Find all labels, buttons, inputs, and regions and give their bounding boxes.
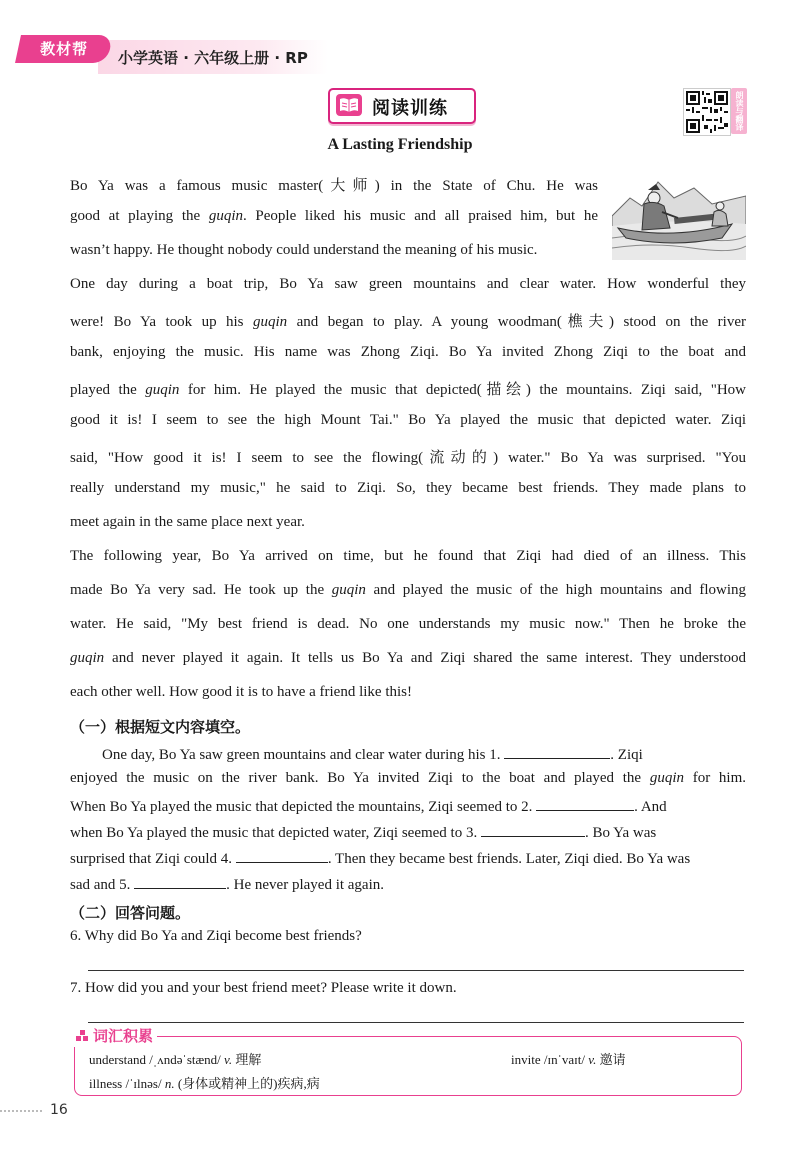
section-banner (328, 88, 476, 124)
vocabulary-box (74, 1036, 742, 1096)
story-p3-line2: made Bo Ya very sad. He took up the guqin and played the music of the high mountains and flowing (70, 582, 746, 598)
part2-heading: （二）回答问题。 (70, 904, 191, 922)
part1-line3: When Bo Ya played the music that depicted the mountains, Ziqi seemed to 2. . And (70, 796, 667, 816)
header-title: 小学英语 · 六年级上册 · RP (118, 49, 308, 67)
story-p3-line4: guqin and never played it again. It tells us Bo Ya and Ziqi shared the same interest. They understood (70, 650, 746, 666)
story-p3-line1: The following year, Bo Ya arrived on time, but he found that Ziqi had died of an illness. This (70, 548, 746, 564)
part1-line6: sad and 5. . He never played it again. (70, 874, 384, 894)
blank-4[interactable] (236, 848, 328, 863)
question-7: 7. How did you and your best friend meet? Please write it down. (70, 980, 457, 996)
story-p1-line1: Bo Ya was a famous music master(大师) in the State of Chu. He was (70, 178, 598, 194)
part1-line4: when Bo Ya played the music that depicted water, Ziqi seemed to 3. . Bo Ya was (70, 822, 656, 842)
vocab-item-illness: illness /ˈɪlnəs/ n. (身体或精神上的)疾病,病 (89, 1076, 320, 1091)
story-p3-line5: each other well. How good it is to have a friend like this! (70, 684, 412, 700)
story-p2-line8: meet again in the same place next year. (70, 514, 305, 530)
story-p2-line5: good it is! I seem to see the high Mount Tai." Bo Ya played the music that depicted water. Ziqi (70, 412, 746, 428)
qr-code-icon[interactable] (683, 88, 731, 136)
blank-2[interactable] (536, 796, 634, 811)
blank-1[interactable] (504, 744, 610, 759)
vocab-item-invite: invite /ɪnˈvaɪt/ v. 邀请 (511, 1052, 626, 1067)
footer-divider (0, 1110, 42, 1112)
vocab-item-understand: understand /ˌʌndəˈstænd/ v. 理解 (89, 1052, 262, 1067)
story-p2-line3: bank, enjoying the music. His name was Zhong Ziqi. Bo Ya invited Zhong Ziqi to the boat and (70, 344, 746, 360)
part1-line5: surprised that Ziqi could 4. . Then they became best friends. Later, Ziqi died. Bo Ya was (70, 848, 690, 868)
answer-line-7[interactable] (88, 1022, 744, 1023)
part1-line1: One day, Bo Ya saw green mountains and clear water during his 1. . Ziqi (102, 744, 643, 764)
story-p1-line2: good at playing the guqin. People liked his music and all praised him, but he (70, 208, 598, 224)
header-badge: 教材帮 (15, 35, 113, 63)
vocabulary-title: 词汇积累 (74, 1025, 157, 1047)
story-p2-line2: were! Bo Ya took up his guqin and began to play. A young woodman(樵夫) stood on the river (70, 314, 746, 330)
answer-line-6[interactable] (88, 970, 744, 971)
question-6: 6. Why did Bo Ya and Ziqi become best friends? (70, 928, 362, 944)
bo-ya-playing-guqin-illustration (612, 168, 746, 260)
squares-icon (76, 1030, 90, 1042)
page-number: 16 (50, 1102, 68, 1118)
story-p2-line1: One day during a boat trip, Bo Ya saw green mountains and clear water. How wonderful they (70, 276, 746, 292)
blank-3[interactable] (481, 822, 585, 837)
part1-heading: （一）根据短文内容填空。 (70, 718, 251, 736)
story-p2-line6: said, "How good it is! I seem to see the flowing(流动的) water." Bo Ya was surprised. "You (70, 450, 746, 466)
story-p2-line4: played the guqin for him. He played the music that depicted(描绘) the mountains. Ziqi said, "How (70, 382, 746, 398)
blank-5[interactable] (134, 874, 226, 889)
story-p1-line3: wasn’t happy. He thought nobody could understand the meaning of his music. (70, 242, 538, 258)
section-title: 阅读训练 (372, 98, 448, 119)
story-p2-line7: really understand my music," he said to Ziqi. So, they became best friends. They made plans to (70, 480, 746, 496)
story-p3-line3: water. He said, "My best friend is dead. No one understands my music now." Then he broke the (70, 616, 746, 632)
open-book-icon (336, 94, 362, 116)
story-title: A Lasting Friendship (327, 136, 473, 153)
part1-line2: enjoyed the music on the river bank. Bo Ya invited Ziqi to the boat and played the guqin for him. (70, 770, 746, 786)
qr-label-tab: 朗读与翻译 (731, 88, 747, 134)
